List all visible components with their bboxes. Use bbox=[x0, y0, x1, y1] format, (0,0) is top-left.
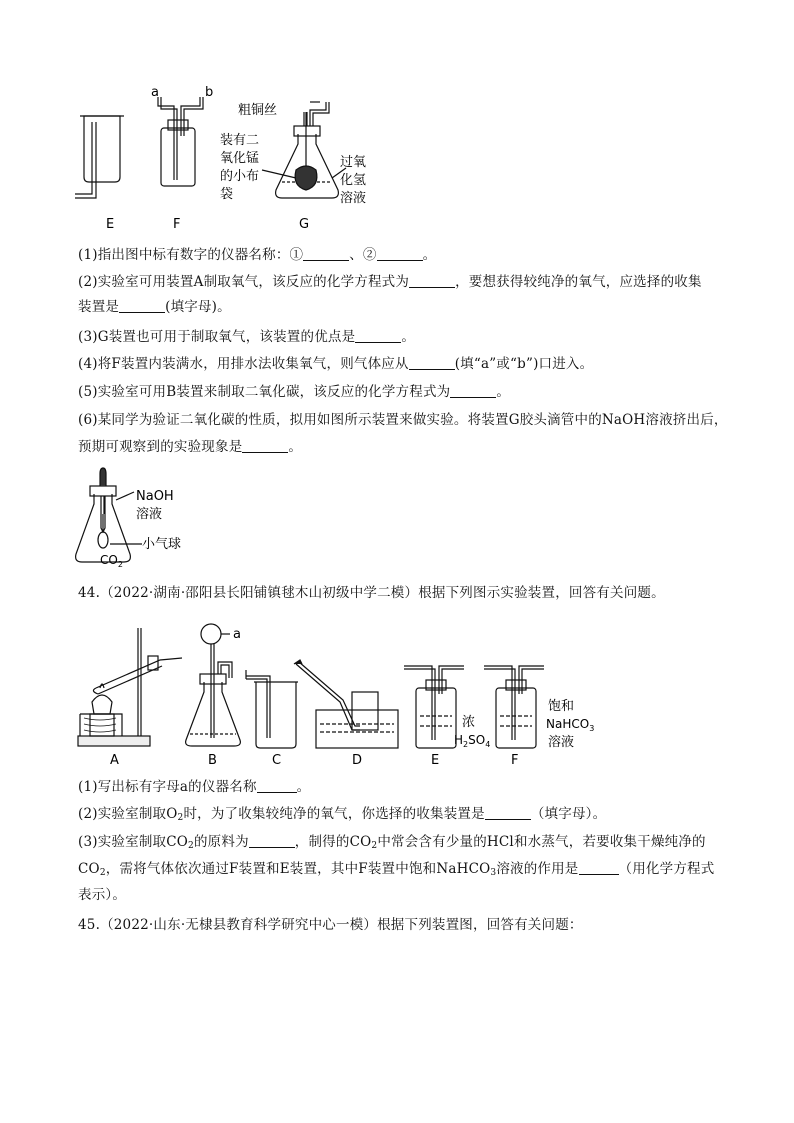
nahco3-solution-label: 溶液 bbox=[548, 734, 575, 749]
h2o2-label-1: 过氧 bbox=[340, 154, 367, 169]
label-c: C bbox=[272, 753, 282, 768]
figure-apparatus-efg bbox=[70, 82, 410, 234]
apparatus-d bbox=[294, 660, 398, 748]
apparatus-a bbox=[78, 628, 182, 746]
conc-label: 浓 bbox=[462, 714, 476, 729]
figure-apparatus-af bbox=[70, 618, 630, 770]
co2-label: $CO_2$ bbox=[100, 553, 123, 569]
bag-label-1: 装有二 bbox=[220, 132, 260, 147]
q44-sub3: (3)实验室制取$CO_2$的原料为 ，制得的$CO_2$中常会含有少量的HCl和水蒸气，若要收集干燥纯净的 bbox=[78, 834, 706, 851]
q44-sub1: (1)写出标有字母a的仪器名称 。 bbox=[78, 779, 311, 795]
q43-sub3: (3)G装置也可用于制取氧气，该装置的优点是 。 bbox=[78, 329, 416, 345]
port-a-label: a bbox=[151, 85, 159, 100]
nahco3-label: NaHCO$_3$ bbox=[546, 717, 595, 733]
saturated-label: 饱和 bbox=[548, 698, 575, 713]
answer-blank[interactable] bbox=[119, 298, 165, 313]
answer-blank[interactable] bbox=[257, 778, 297, 793]
label-e2: E bbox=[431, 753, 440, 768]
answer-blank[interactable] bbox=[579, 860, 619, 875]
q43-sub2-cont: 装置是 (填字母)。 bbox=[78, 299, 231, 315]
answer-blank[interactable] bbox=[377, 246, 423, 261]
label-a: A bbox=[110, 753, 119, 768]
label-f: F bbox=[173, 217, 181, 232]
bag-label-3: 的小布 bbox=[220, 168, 260, 183]
label-e: E bbox=[106, 217, 115, 232]
q44-sub3-end: 表示）。 bbox=[78, 887, 127, 903]
q43-sub1: (1)指出图中标有数字的仪器名称：① 、② 。 bbox=[78, 247, 437, 263]
answer-blank[interactable] bbox=[303, 246, 349, 261]
q43-sub6-cont: 预期可观察到的实验现象是 。 bbox=[78, 439, 303, 455]
answer-blank[interactable] bbox=[409, 355, 455, 370]
answer-blank[interactable] bbox=[450, 383, 496, 398]
naoh-label: NaOH bbox=[136, 489, 174, 504]
answer-blank[interactable] bbox=[249, 833, 295, 848]
bag-label-4: 袋 bbox=[220, 186, 234, 201]
q43-sub2: (2)实验室可用装置A制取氧气，该反应的化学方程式为 ，要想获得较纯净的氧气，应选择的收集 bbox=[78, 274, 702, 290]
apparatus-c bbox=[246, 670, 298, 748]
answer-blank[interactable] bbox=[409, 273, 455, 288]
q43-sub4: (4)将F装置内装满水，用排水法收集氧气，则气体应从 (填“a”或“b”)口进入。 bbox=[78, 356, 594, 372]
answer-blank[interactable] bbox=[485, 805, 531, 820]
port-b-label: b bbox=[205, 85, 214, 100]
h2o2-label-2: 化氢 bbox=[340, 172, 367, 187]
apparatus-e bbox=[75, 116, 124, 198]
apparatus-f bbox=[158, 97, 203, 186]
apparatus-f2 bbox=[484, 666, 544, 748]
q44-header: 44.（2022·湖南·邵阳县长阳铺镇毬木山初级中学二模）根据下列图示实验装置，回答有关问题。 bbox=[78, 585, 665, 601]
h2o2-label-3: 溶液 bbox=[340, 190, 367, 205]
copper-wire-label: 粗铜丝 bbox=[238, 102, 278, 117]
q44-sub2: (2)实验室制取$O_2$时，为了收集较纯净的氧气，你选择的收集装置是 （填字母）。 bbox=[78, 806, 607, 823]
port-a-label-2: a bbox=[233, 627, 241, 642]
q44-sub3-cont: $CO_2$，需将气体依次通过F装置和E装置，其中F装置中饱和NaHCO$_3$溶液的作用是 （用化学方程式 bbox=[78, 861, 715, 878]
naoh-solution-label: 溶液 bbox=[136, 506, 163, 521]
label-f2: F bbox=[511, 753, 519, 768]
label-b: B bbox=[208, 753, 217, 768]
answer-blank[interactable] bbox=[242, 438, 288, 453]
answer-blank[interactable] bbox=[355, 328, 401, 343]
label-g: G bbox=[299, 217, 310, 232]
apparatus-b bbox=[186, 624, 241, 746]
balloon-label: 小气球 bbox=[142, 536, 182, 551]
figure-naoh-flask bbox=[70, 466, 200, 570]
q43-sub6: (6)某同学为验证二氧化碳的性质，拟用如图所示装置来做实验。将装置G胶头滴管中的NaOH溶液挤出后， bbox=[78, 412, 728, 428]
h2so4-label: $H_2SO_4$ bbox=[454, 733, 491, 749]
q45-header: 45.（2022·山东·无棣县教育科学研究中心一模）根据下列装置图，回答有关问题： bbox=[78, 917, 583, 933]
label-d: D bbox=[352, 753, 363, 768]
bag-label-2: 氧化锰 bbox=[220, 150, 260, 165]
q43-sub5: (5)实验室可用B装置来制取二氧化碳，该反应的化学方程式为 。 bbox=[78, 384, 511, 400]
